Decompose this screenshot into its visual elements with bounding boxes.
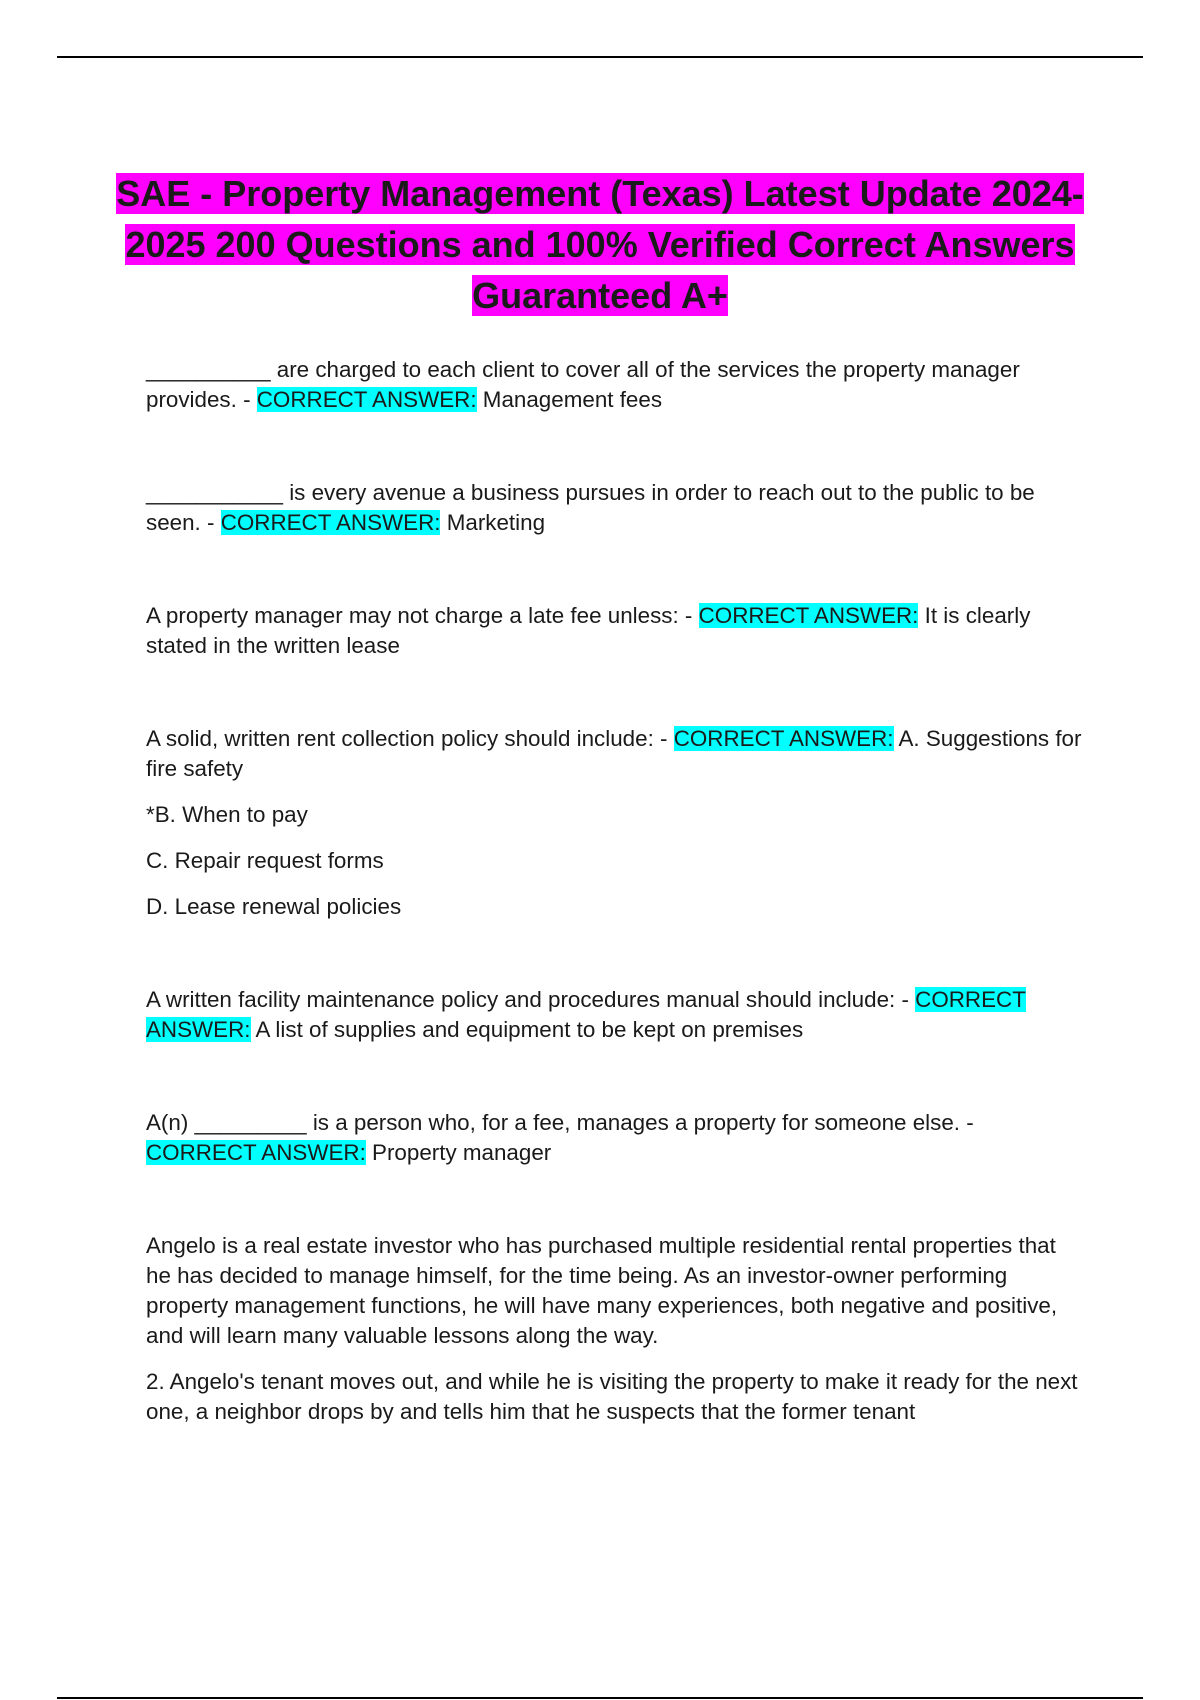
answer-option: *B. When to pay bbox=[146, 802, 308, 827]
question-text: ___________ is every avenue a business pursues in order to reach out to the public to be seen. - bbox=[146, 480, 1035, 535]
document-body bbox=[146, 355, 1086, 1427]
answer-label: CORRECT ANSWER: bbox=[256, 387, 477, 412]
answer-text: A. Suggestions for fire safety bbox=[146, 726, 1082, 781]
qa-item bbox=[146, 724, 1086, 784]
answer-option: C. Repair request forms bbox=[146, 848, 384, 873]
question-text: A solid, written rent collection policy should include: - bbox=[146, 726, 674, 751]
qa-item bbox=[146, 601, 1086, 661]
answer-text: Property manager bbox=[372, 1140, 552, 1165]
answer-text: Marketing bbox=[446, 510, 546, 535]
answer-option: D. Lease renewal policies bbox=[146, 894, 402, 919]
answer-label: CORRECT ANSWER: bbox=[698, 603, 919, 628]
qa-item bbox=[146, 985, 1086, 1045]
qa-item bbox=[146, 478, 1086, 538]
passage-question: 2. Angelo's tenant moves out, and while he is visiting the property to make it ready for the next one, a neighbor drops by and tells him that he suspects that the former tenant bbox=[146, 1369, 1078, 1424]
top-rule bbox=[57, 56, 1143, 58]
question-text: A property manager may not charge a late fee unless: - bbox=[146, 603, 699, 628]
question-text: __________ are charged to each client to cover all of the services the property manager provides. - bbox=[146, 357, 1020, 412]
question-text: A written facility maintenance policy and procedures manual should include: - bbox=[146, 987, 916, 1012]
answer-text: A list of supplies and equipment to be kept on premises bbox=[255, 1017, 804, 1042]
qa-item bbox=[146, 1108, 1086, 1168]
answer-text: Management fees bbox=[482, 387, 663, 412]
title-highlight: SAE - Property Management (Texas) Latest Update 2024-2025 200 Questions and 100% Verified Correct Answers Guaranteed A+ bbox=[116, 173, 1084, 317]
document-title bbox=[100, 168, 1100, 321]
passage-text: Angelo is a real estate investor who has purchased multiple residential rental properties that he has decided to manage himself, for the time being. As an investor-owner performing property management functions, he will have many experiences, both negative and positive, and will learn many valuable lessons along the way. bbox=[146, 1233, 1058, 1348]
bottom-rule bbox=[57, 1697, 1143, 1699]
question-text: A(n) _________ is a person who, for a fee, manages a property for someone else. - bbox=[146, 1110, 974, 1135]
qa-item bbox=[146, 355, 1086, 415]
answer-label: CORRECT ANSWER: bbox=[220, 510, 441, 535]
answer-text: It is clearly stated in the written lease bbox=[146, 603, 1031, 658]
answer-label: CORRECT ANSWER: bbox=[673, 726, 894, 751]
answer-label: CORRECT ANSWER: bbox=[146, 1140, 366, 1165]
answer-label: CORRECT ANSWER: bbox=[146, 987, 1026, 1042]
